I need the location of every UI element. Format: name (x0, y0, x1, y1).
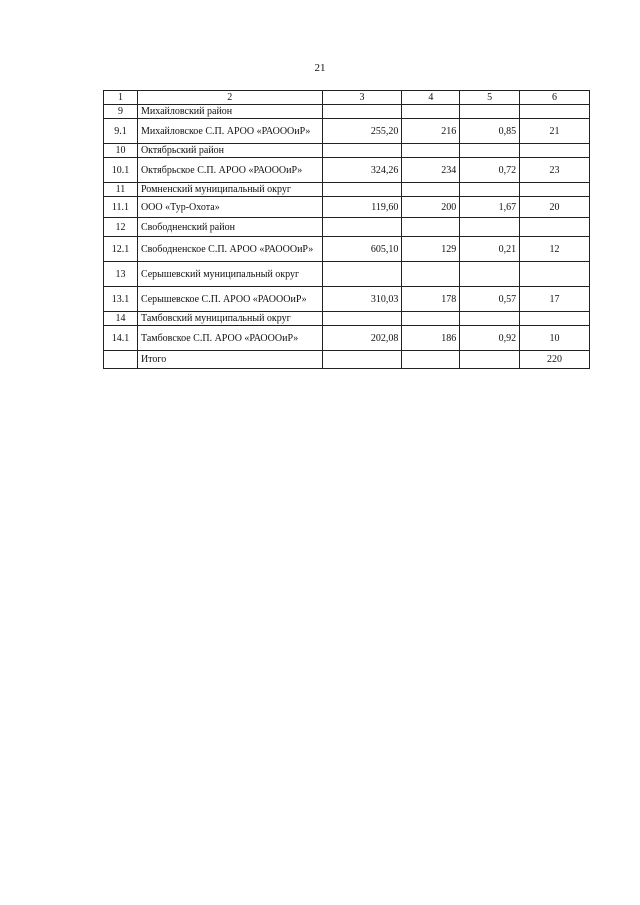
cell-value: 17 (520, 287, 590, 312)
cell-value: 21 (520, 119, 590, 144)
cell-value: 129 (402, 237, 460, 262)
row-name: Октябрьский район (137, 144, 322, 158)
column-header: 5 (460, 91, 520, 105)
column-header: 1 (104, 91, 138, 105)
row-number: 11 (104, 183, 138, 197)
table-row (104, 326, 590, 351)
row-number: 9 (104, 105, 138, 119)
table-row (104, 197, 590, 218)
cell-value: 216 (402, 119, 460, 144)
row-name: Тамбовское С.П. АРОО «РАОООиР» (137, 326, 322, 351)
total-row (104, 351, 590, 369)
table-row (104, 287, 590, 312)
row-number: 9.1 (104, 119, 138, 144)
table-row (104, 158, 590, 183)
row-name: Ромненский муниципальный округ (137, 183, 322, 197)
cell-value: 202,08 (322, 326, 402, 351)
row-number: 13.1 (104, 287, 138, 312)
cell-value: 605,10 (322, 237, 402, 262)
region-row (104, 218, 590, 237)
total-value: 220 (520, 351, 590, 369)
cell-value: 200 (402, 197, 460, 218)
region-row (104, 105, 590, 119)
region-row (104, 144, 590, 158)
cell-value: 324,26 (322, 158, 402, 183)
row-number: 14 (104, 312, 138, 326)
cell-value: 310,03 (322, 287, 402, 312)
cell-value: 119,60 (322, 197, 402, 218)
table-row (104, 119, 590, 144)
row-number: 14.1 (104, 326, 138, 351)
page-number: 21 (314, 62, 326, 74)
total-label: Итого (137, 351, 322, 369)
cell-value: 23 (520, 158, 590, 183)
region-row (104, 262, 590, 287)
cell-value: 10 (520, 326, 590, 351)
row-number: 12 (104, 218, 138, 237)
cell-value: 0,85 (460, 119, 520, 144)
row-name: Серышевский муниципальный округ (137, 262, 322, 287)
cell-value: 234 (402, 158, 460, 183)
row-name: Серышевское С.П. АРОО «РАОООиР» (137, 287, 322, 312)
column-header: 3 (322, 91, 402, 105)
cell-value: 1,67 (460, 197, 520, 218)
cell-value: 20 (520, 197, 590, 218)
row-name: Свободненский район (137, 218, 322, 237)
row-name: Михайловский район (137, 105, 322, 119)
row-name: Тамбовский муниципальный округ (137, 312, 322, 326)
row-name: Свободненское С.П. АРОО «РАОООиР» (137, 237, 322, 262)
cell-value: 0,21 (460, 237, 520, 262)
cell-value: 186 (402, 326, 460, 351)
region-row (104, 183, 590, 197)
row-name: Михайловское С.П. АРОО «РАОООиР» (137, 119, 322, 144)
row-number: 13 (104, 262, 138, 287)
row-number: 11.1 (104, 197, 138, 218)
row-name: Октябрьское С.П. АРОО «РАОООиР» (137, 158, 322, 183)
cell-value: 255,20 (322, 119, 402, 144)
cell-value: 0,72 (460, 158, 520, 183)
column-header: 4 (402, 91, 460, 105)
table-row (104, 237, 590, 262)
row-number: 10.1 (104, 158, 138, 183)
cell-value: 178 (402, 287, 460, 312)
row-number: 10 (104, 144, 138, 158)
row-name: ООО «Тур-Охота» (137, 197, 322, 218)
cell-value: 0,57 (460, 287, 520, 312)
cell-value: 12 (520, 237, 590, 262)
region-row (104, 312, 590, 326)
column-header: 2 (137, 91, 322, 105)
cell-value: 0,92 (460, 326, 520, 351)
table-header-row (104, 91, 590, 105)
column-header: 6 (520, 91, 590, 105)
data-table (103, 90, 590, 369)
row-number: 12.1 (104, 237, 138, 262)
